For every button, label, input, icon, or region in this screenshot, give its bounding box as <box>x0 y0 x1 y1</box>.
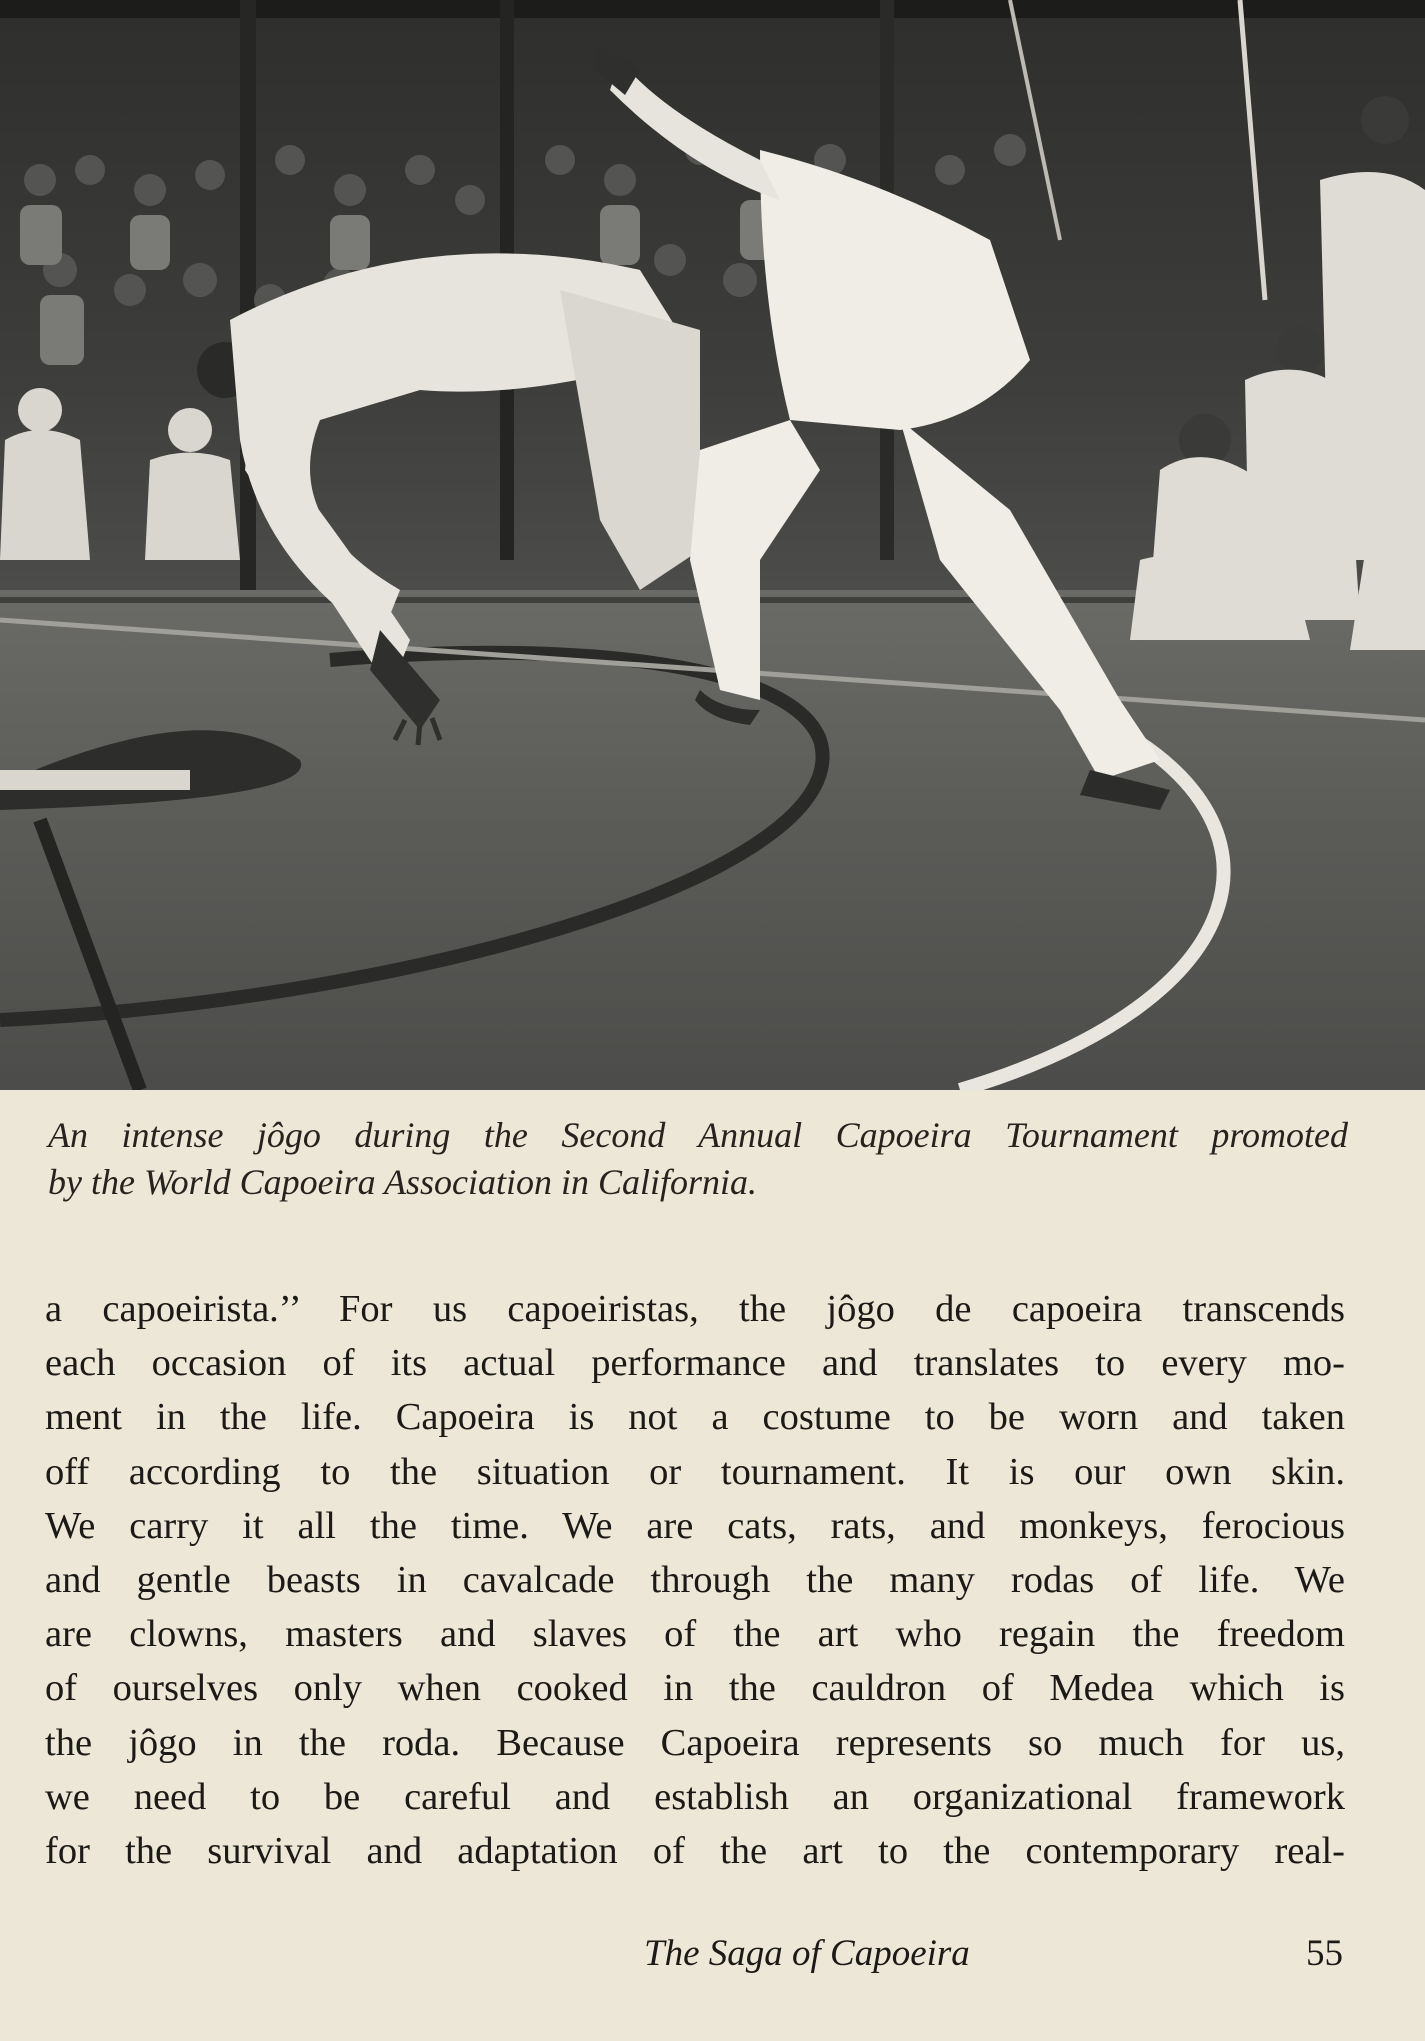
photo-caption <box>48 1112 1348 1206</box>
page-footer <box>0 1932 1425 1992</box>
running-head: The Saga of Capoeira <box>644 1933 970 1974</box>
body-line: the jôgo in the roda. Because Capoeira represents so much for us, <box>45 1721 1345 1764</box>
body-line: of ourselves only when cooked in the cauldron of Medea which is <box>45 1667 1345 1710</box>
caption-line: by the World Capoeira Association in California. <box>48 1162 758 1202</box>
body-line: for the survival and adaptation of the art to the contemporary real- <box>45 1830 1345 1873</box>
page-number: 55 <box>1306 1933 1343 1974</box>
body-line: are clowns, masters and slaves of the art who regain the freedom <box>45 1613 1345 1656</box>
body-line: each occasion of its actual performance and translates to every mo- <box>45 1342 1345 1385</box>
body-line: ment in the life. Capoeira is not a costume to be worn and taken <box>45 1396 1345 1439</box>
body-line: off according to the situation or tournament. It is our own skin. <box>45 1450 1345 1493</box>
body-line: and gentle beasts in cavalcade through the many rodas of life. We <box>45 1559 1345 1602</box>
body-line: a capoeirista.’’ For us capoeiristas, the jôgo de capoeira transcends <box>45 1288 1345 1330</box>
body-paragraph <box>45 1282 1345 1878</box>
caption-line: An intense jôgo during the Second Annual Capoeira Tournament promoted <box>48 1115 1348 1155</box>
body-line: we need to be careful and establish an organizational framework <box>45 1775 1345 1818</box>
body-line: We carry it all the time. We are cats, rats, and monkeys, ferocious <box>45 1504 1345 1547</box>
